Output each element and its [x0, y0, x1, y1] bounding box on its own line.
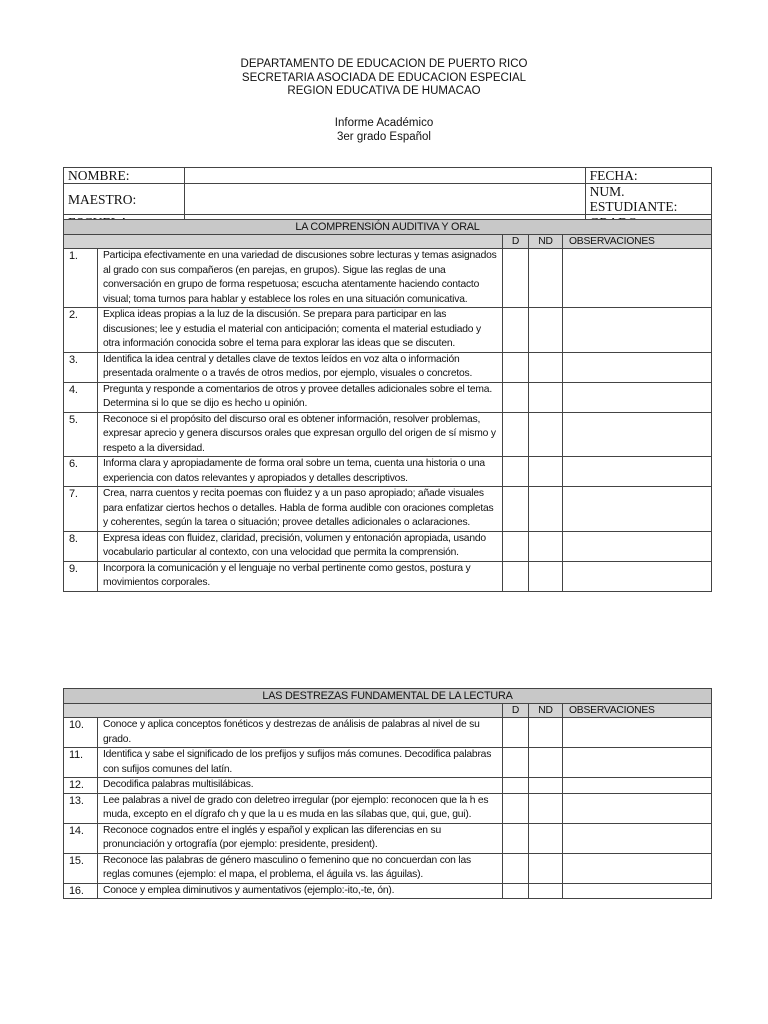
report-title: Informe Académico — [334, 117, 434, 129]
observaciones-cell[interactable] — [563, 561, 712, 591]
d-checkbox-cell[interactable] — [503, 308, 529, 353]
observaciones-cell[interactable] — [563, 823, 712, 853]
observaciones-cell[interactable] — [563, 457, 712, 487]
nd-checkbox-cell[interactable] — [529, 748, 563, 778]
nd-checkbox-cell[interactable] — [529, 457, 563, 487]
d-checkbox-cell[interactable] — [503, 352, 529, 382]
fecha-label: FECHA: — [585, 168, 711, 184]
criterion-text: Identifica la idea central y detalles clave de textos leídos en voz alta o información presentada oralmente o a través de otros medios, por ejemplo, visuales o concretos. — [98, 352, 503, 382]
d-checkbox-cell[interactable] — [503, 487, 529, 532]
d-checkbox-cell[interactable] — [503, 561, 529, 591]
column-header-d: D — [503, 704, 529, 718]
criterion-number: 11. — [64, 748, 98, 778]
nd-checkbox-cell[interactable] — [529, 853, 563, 883]
criterion-number: 12. — [64, 778, 98, 794]
info-row — [64, 168, 712, 184]
criterion-text: Lee palabras a nivel de grado con deletreo irregular (por ejemplo: reconocen que la h es muda, excepto en el dígrafo ch y que la u es muda en las sílabas que, qui, gue, gui). — [98, 793, 503, 823]
criterion-row — [64, 748, 712, 778]
criterion-row — [64, 487, 712, 532]
criterion-row — [64, 718, 712, 748]
header-line-secretaria: SECRETARIA ASOCIADA DE EDUCACION ESPECIAL — [241, 71, 527, 84]
criterion-row — [64, 778, 712, 794]
criterion-number: 2. — [64, 308, 98, 353]
observaciones-cell[interactable] — [563, 412, 712, 457]
observaciones-cell[interactable] — [563, 718, 712, 748]
criterion-row — [64, 352, 712, 382]
nombre-label: NOMBRE: — [64, 168, 185, 184]
section-comprension-table — [63, 219, 712, 592]
criterion-text: Explica ideas propias a la luz de la discusión. Se prepara para participar en las discusiones; lee y estudia el material con anticipación; comenta el material estudiado y otra información conocida sobre el tema para explorar las ideas que se discuten. — [98, 308, 503, 353]
criterion-text: Informa clara y apropiadamente de forma oral sobre un tema, cuenta una historia o una experiencia con datos relevantes y apropiados y detalles descriptivos. — [98, 457, 503, 487]
column-header-nd: ND — [529, 235, 563, 249]
column-header-observaciones: OBSERVACIONES — [563, 704, 712, 718]
criterion-number: 15. — [64, 853, 98, 883]
nd-checkbox-cell[interactable] — [529, 561, 563, 591]
d-checkbox-cell[interactable] — [503, 382, 529, 412]
observaciones-cell[interactable] — [563, 793, 712, 823]
header-line-region: REGION EDUCATIVA DE HUMACAO — [287, 85, 481, 97]
criterion-number: 4. — [64, 382, 98, 412]
observaciones-cell[interactable] — [563, 778, 712, 794]
criterion-row — [64, 823, 712, 853]
observaciones-cell[interactable] — [563, 382, 712, 412]
criterion-number: 13. — [64, 793, 98, 823]
d-checkbox-cell[interactable] — [503, 883, 529, 899]
d-checkbox-cell[interactable] — [503, 793, 529, 823]
observaciones-cell[interactable] — [563, 531, 712, 561]
criterion-row — [64, 883, 712, 899]
criterion-number: 16. — [64, 883, 98, 899]
criterion-text: Conoce y emplea diminutivos y aumentativos (ejemplo:-ito,-te, ón). — [98, 883, 503, 899]
d-checkbox-cell[interactable] — [503, 853, 529, 883]
column-header-blank — [64, 704, 503, 718]
column-header-blank — [64, 235, 503, 249]
num-estudiante-label: NUM. ESTUDIANTE: — [585, 184, 711, 215]
criterion-row — [64, 561, 712, 591]
d-checkbox-cell[interactable] — [503, 457, 529, 487]
observaciones-cell[interactable] — [563, 487, 712, 532]
criterion-number: 9. — [64, 561, 98, 591]
observaciones-cell[interactable] — [563, 748, 712, 778]
column-header-nd: ND — [529, 704, 563, 718]
d-checkbox-cell[interactable] — [503, 718, 529, 748]
d-checkbox-cell[interactable] — [503, 412, 529, 457]
criterion-number: 1. — [64, 249, 98, 308]
document-header — [0, 58, 768, 99]
nd-checkbox-cell[interactable] — [529, 778, 563, 794]
criterion-row — [64, 382, 712, 412]
criterion-row — [64, 457, 712, 487]
criterion-text: Reconoce las palabras de género masculino o femenino que no concuerdan con las reglas comunes (ejemplo: el mapa, el problema, el águila vs. las águilas). — [98, 853, 503, 883]
criterion-text: Expresa ideas con fluidez, claridad, precisión, volumen y entonación apropiada, usando vocabulario particular al contexto, con una velocidad que permita la comprensión. — [98, 531, 503, 561]
nd-checkbox-cell[interactable] — [529, 352, 563, 382]
criterion-number: 7. — [64, 487, 98, 532]
nd-checkbox-cell[interactable] — [529, 487, 563, 532]
d-checkbox-cell[interactable] — [503, 249, 529, 308]
criterion-text: Reconoce si el propósito del discurso oral es obtener información, resolver problemas, expresar aprecio y genera discursos orales que expresan orgullo del origen de sí mismo y respeto a la diversidad. — [98, 412, 503, 457]
criterion-row — [64, 249, 712, 308]
observaciones-cell[interactable] — [563, 853, 712, 883]
info-row — [64, 184, 712, 215]
nd-checkbox-cell[interactable] — [529, 382, 563, 412]
section-title: LAS DESTREZAS FUNDAMENTAL DE LA LECTURA — [64, 689, 712, 704]
d-checkbox-cell[interactable] — [503, 531, 529, 561]
column-header-d: D — [503, 235, 529, 249]
criterion-number: 10. — [64, 718, 98, 748]
criterion-number: 14. — [64, 823, 98, 853]
nd-checkbox-cell[interactable] — [529, 718, 563, 748]
criterion-text: Conoce y aplica conceptos fonéticos y destrezas de análisis de palabras al nivel de su grado. — [98, 718, 503, 748]
criterion-text: Identifica y sabe el significado de los prefijos y sufijos más comunes. Decodifica palabras con sufijos comunes del latín. — [98, 748, 503, 778]
criterion-row — [64, 853, 712, 883]
column-header-observaciones: OBSERVACIONES — [563, 235, 712, 249]
observaciones-cell[interactable] — [563, 883, 712, 899]
criterion-number: 5. — [64, 412, 98, 457]
header-line-department: DEPARTAMENTO DE EDUCACION DE PUERTO RICO — [240, 58, 528, 70]
d-checkbox-cell[interactable] — [503, 778, 529, 794]
d-checkbox-cell[interactable] — [503, 748, 529, 778]
maestro-field[interactable] — [184, 184, 585, 215]
criterion-number: 6. — [64, 457, 98, 487]
criterion-text: Crea, narra cuentos y recita poemas con fluidez y a un paso apropiado; añade visuales para enfatizar ciertos hechos o detalles. Habla de forma audible con oraciones completas y coherentes, según la tarea o situación; provee detalles adicionales o aclaraciones. — [98, 487, 503, 532]
criterion-row — [64, 308, 712, 353]
nd-checkbox-cell[interactable] — [529, 308, 563, 353]
criterion-row — [64, 531, 712, 561]
nd-checkbox-cell[interactable] — [529, 412, 563, 457]
observaciones-cell[interactable] — [563, 249, 712, 308]
report-heading — [0, 117, 768, 144]
observaciones-cell[interactable] — [563, 308, 712, 353]
criterion-row — [64, 793, 712, 823]
criterion-text: Reconoce cognados entre el inglés y español y explican las diferencias en su pronunciación y ortografía (por ejemplo: presidente, president). — [98, 823, 503, 853]
criterion-text: Incorpora la comunicación y el lenguaje no verbal pertinente como gestos, postura y movimientos corporales. — [98, 561, 503, 591]
nd-checkbox-cell[interactable] — [529, 249, 563, 308]
maestro-label: MAESTRO: — [64, 184, 185, 215]
criterion-text: Decodifica palabras multisilábicas. — [98, 778, 503, 794]
d-checkbox-cell[interactable] — [503, 823, 529, 853]
criterion-row — [64, 412, 712, 457]
nd-checkbox-cell[interactable] — [529, 531, 563, 561]
section-lectura-table — [63, 688, 712, 899]
criterion-number: 8. — [64, 531, 98, 561]
nd-checkbox-cell[interactable] — [529, 823, 563, 853]
observaciones-cell[interactable] — [563, 352, 712, 382]
criterion-text: Participa efectivamente en una variedad de discusiones sobre lecturas y temas asignados al grado con sus compañeros (en parejas, en grupos). Sigue las reglas de una conversación en grupo de forma respetuosa; escucha atentamente haciendo contacto visual; toma turnos para hablar y establece los roles en una situación comunicativa. — [98, 249, 503, 308]
criterion-number: 3. — [64, 352, 98, 382]
criterion-text: Pregunta y responde a comentarios de otros y provee detalles adicionales sobre el tema. Determina si lo que se dijo es hecho u opinión. — [98, 382, 503, 412]
report-subtitle: 3er grado Español — [337, 130, 431, 143]
nombre-field[interactable] — [184, 168, 585, 184]
nd-checkbox-cell[interactable] — [529, 883, 563, 899]
nd-checkbox-cell[interactable] — [529, 793, 563, 823]
section-title: LA COMPRENSIÓN AUDITIVA Y ORAL — [64, 220, 712, 235]
